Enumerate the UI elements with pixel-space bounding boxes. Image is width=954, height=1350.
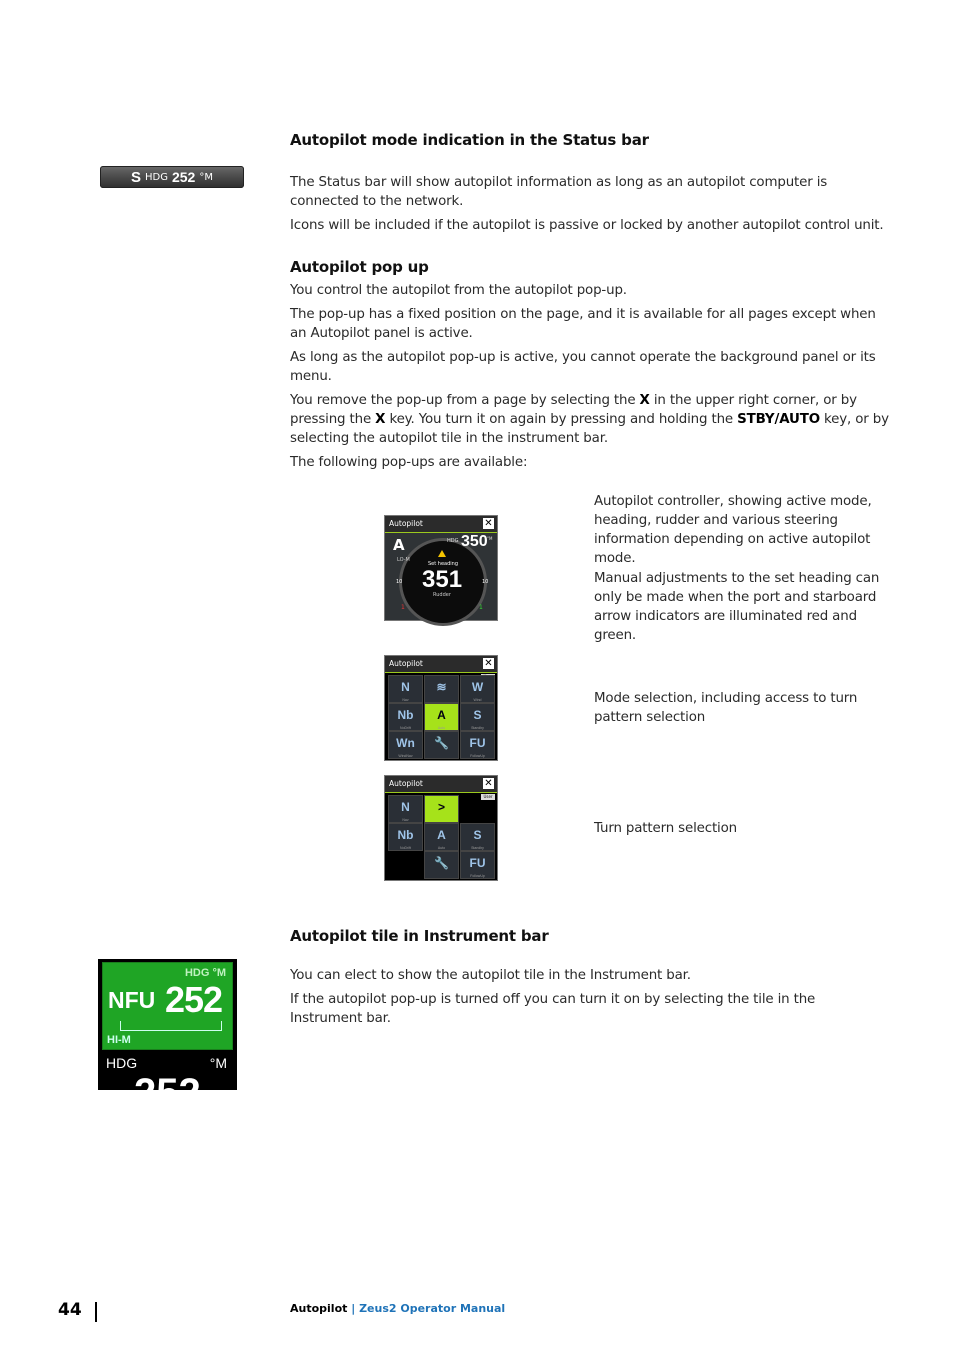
controller-mode: A bbox=[393, 536, 405, 554]
tile-value: 252 bbox=[165, 979, 223, 1020]
mode-tile-s[interactable]: S Standby bbox=[460, 703, 495, 731]
tile-ghost-value: 252 bbox=[134, 1071, 201, 1115]
controller-mode-sub: LO-M bbox=[397, 557, 410, 563]
turn-tile-fu[interactable]: FU FollowUp bbox=[460, 851, 495, 879]
instrument-tile-image bbox=[98, 959, 237, 1115]
controller-set-heading: Set heading bbox=[428, 561, 459, 567]
popup-title: Autopilot bbox=[389, 779, 423, 788]
popup-paragraph-2: The pop-up has a fixed position on the page, and it is available for all pages except when an Autopilot panel is active. bbox=[290, 307, 876, 341]
heading-marker-icon bbox=[438, 550, 446, 557]
caption-controller-1: Autopilot controller, showing active mode, heading, rudder and various steering information depending on active autopilot mode. bbox=[594, 494, 872, 566]
heading-instrument-tile: Autopilot tile in Instrument bar bbox=[290, 927, 549, 945]
close-icon[interactable]: ✕ bbox=[484, 658, 493, 669]
rudder-scale bbox=[120, 1021, 222, 1031]
popup-paragraph-5: The following pop-ups are available: bbox=[290, 455, 528, 470]
popup-paragraph-1: You control the autopilot from the autopilot pop-up. bbox=[290, 283, 627, 298]
zigzag-icon: > bbox=[437, 800, 445, 814]
popup-title: Autopilot bbox=[389, 519, 423, 528]
close-icon[interactable]: ✕ bbox=[484, 778, 493, 789]
caption-controller-2: Manual adjustments to the set heading can only be made when the port and starboard arrow indicators are illuminated red and green. bbox=[594, 571, 880, 643]
instrument-paragraph-1: You can elect to show the autopilot tile in the Instrument bar. bbox=[290, 968, 691, 983]
popup-paragraph-3: As long as the autopilot pop-up is active, you cannot operate the background panel or its menu. bbox=[290, 350, 876, 384]
tile-hdg-label: HDG °M bbox=[184, 967, 226, 979]
autopilot-controller-popup bbox=[384, 515, 498, 621]
popup-title: Autopilot bbox=[389, 659, 423, 668]
port-1: 1 bbox=[401, 604, 405, 611]
page-number: 44 bbox=[58, 1300, 82, 1320]
turn-tile-nd[interactable]: Nb NoDrift bbox=[388, 823, 423, 851]
mode-tile-nd[interactable]: Nb NoDrift bbox=[388, 703, 423, 731]
controller-unit: °M bbox=[487, 536, 493, 541]
starboard-10: 10 bbox=[482, 579, 489, 585]
mode-tile-fu[interactable]: FU FollowUp bbox=[460, 731, 495, 759]
turn-pattern-icon: ≋ bbox=[436, 680, 447, 694]
controller-big-value: 351 bbox=[422, 566, 463, 593]
tile-hdg-unit: °M bbox=[209, 1055, 227, 1071]
turn-tile-settings[interactable] bbox=[424, 851, 459, 879]
status-bar-image bbox=[100, 166, 244, 188]
mode-tile-turn[interactable] bbox=[424, 675, 459, 703]
wrench-icon: 🔧 bbox=[434, 736, 449, 750]
mode-tile-a[interactable]: A Auto bbox=[424, 703, 459, 731]
wrench-icon: 🔧 bbox=[434, 856, 449, 870]
turn-tile-selected[interactable] bbox=[424, 795, 459, 823]
turn-tile-a[interactable]: A Auto bbox=[424, 823, 459, 851]
footer-divider bbox=[95, 1302, 97, 1322]
controller-hdg-label: HDG bbox=[447, 538, 459, 544]
user-button[interactable]: User bbox=[481, 794, 495, 800]
starboard-1: 1 bbox=[479, 604, 483, 611]
tile-mode: NFU bbox=[108, 987, 156, 1013]
turn-pattern-popup bbox=[384, 775, 498, 881]
mode-tile-w[interactable]: W Wind bbox=[460, 675, 495, 703]
status-unit: °M bbox=[199, 171, 213, 183]
caption-modes: Mode selection, including access to turn pattern selection bbox=[594, 691, 858, 725]
popup-paragraph-4: You remove the pop-up from a page by selecting the X in the upper right corner, or by pressing the X key. You turn it on again by pressing and holding the STBY/AUTO key, or by selecting the autopilot tile in the instrument bar. bbox=[290, 393, 889, 446]
status-paragraph-1: The Status bar will show autopilot information as long as an autopilot computer is connected to the network. bbox=[290, 175, 828, 209]
mode-tile-settings[interactable] bbox=[424, 731, 459, 759]
status-paragraph-2: Icons will be included if the autopilot is passive or locked by another autopilot control unit. bbox=[290, 218, 884, 233]
close-icon[interactable]: ✕ bbox=[484, 518, 493, 529]
instrument-paragraph-2: If the autopilot pop-up is turned off you can turn it on by selecting the tile in the Instrument bar. bbox=[290, 992, 816, 1026]
turn-tile-n[interactable]: N Nav bbox=[388, 795, 423, 823]
mode-tile-wn[interactable]: Wn WindNav bbox=[388, 731, 423, 759]
status-hdg-label: HDG bbox=[145, 171, 168, 183]
tile-sub: HI-M bbox=[107, 1034, 131, 1046]
turn-tile-s[interactable]: S Standby bbox=[460, 823, 495, 851]
mode-tile-n[interactable]: N Nav bbox=[388, 675, 423, 703]
port-10: 10 bbox=[396, 579, 403, 585]
mode-selection-popup bbox=[384, 655, 498, 761]
tile-hdg-left: HDG bbox=[106, 1055, 138, 1071]
footer-text: Autopilot | Zeus2 Operator Manual bbox=[290, 1302, 506, 1315]
controller-rudder: Rudder bbox=[433, 592, 451, 598]
heading-status-bar: Autopilot mode indication in the Status bar bbox=[290, 131, 649, 149]
heading-popup: Autopilot pop up bbox=[290, 258, 429, 276]
caption-turn: Turn pattern selection bbox=[594, 821, 737, 836]
controller-hdg-value: 350 bbox=[461, 533, 488, 550]
status-mode: S bbox=[131, 168, 142, 186]
status-hdg-value: 252 bbox=[171, 169, 196, 185]
